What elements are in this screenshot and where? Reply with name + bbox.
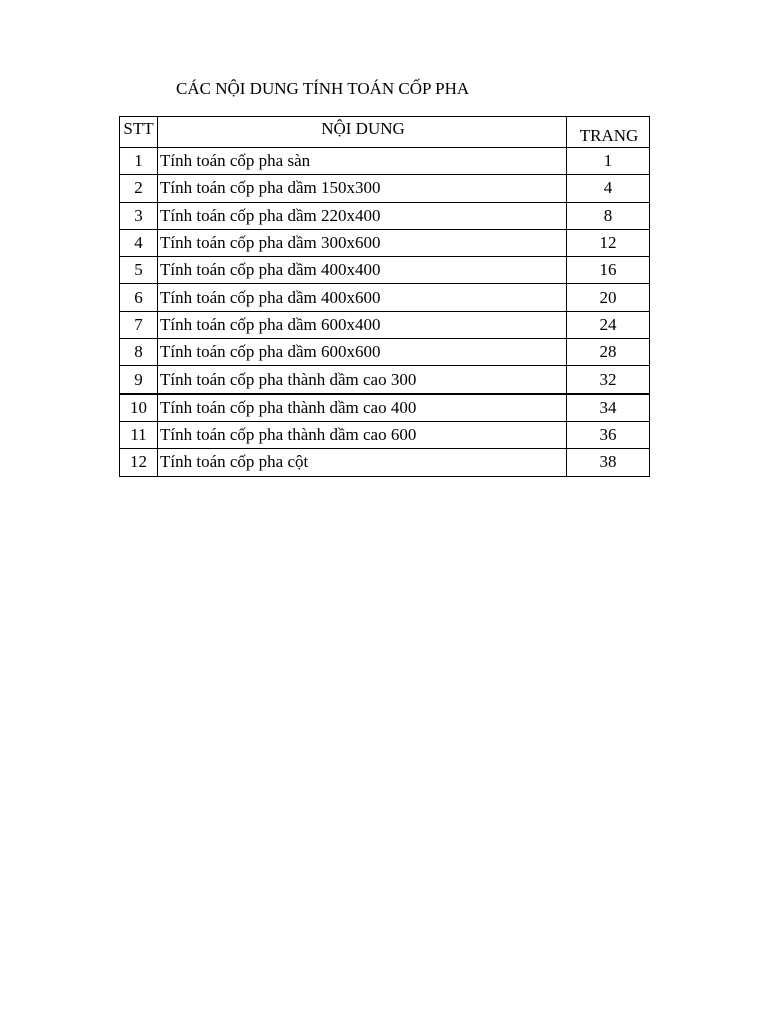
table-header-row [120,117,650,148]
table-row [120,202,650,229]
row-content: Tính toán cốp pha dầm 600x400 [158,311,567,338]
table-row [120,366,650,394]
table-row [120,284,650,311]
row-stt: 8 [120,339,158,366]
row-page: 20 [567,284,650,311]
row-content: Tính toán cốp pha sàn [158,148,567,175]
row-stt: 12 [120,449,158,476]
table-row [120,449,650,476]
row-stt: 2 [120,175,158,202]
table-row [120,421,650,448]
row-content: Tính toán cốp pha dầm 300x600 [158,229,567,256]
row-page: 12 [567,229,650,256]
row-page: 4 [567,175,650,202]
row-stt: 1 [120,148,158,175]
header-page: TRANG [567,117,650,148]
table-row [120,257,650,284]
row-stt: 3 [120,202,158,229]
row-page: 34 [567,394,650,422]
row-stt: 5 [120,257,158,284]
row-content: Tính toán cốp pha cột [158,449,567,476]
row-page: 8 [567,202,650,229]
table-row [120,148,650,175]
table-row [120,394,650,422]
row-content: Tính toán cốp pha thành dầm cao 300 [158,366,567,394]
row-stt: 9 [120,366,158,394]
document-title: CÁC NỘI DUNG TÍNH TOÁN CỐP PHA [176,79,470,98]
row-stt: 6 [120,284,158,311]
row-stt: 4 [120,229,158,256]
row-page: 24 [567,311,650,338]
header-content: NỘI DUNG [158,117,567,148]
row-stt: 7 [120,311,158,338]
row-content: Tính toán cốp pha dầm 220x400 [158,202,567,229]
row-stt: 10 [120,394,158,422]
row-content: Tính toán cốp pha dầm 150x300 [158,175,567,202]
table-row [120,311,650,338]
row-page: 36 [567,421,650,448]
table-row [120,339,650,366]
table-row [120,229,650,256]
row-page: 28 [567,339,650,366]
row-stt: 11 [120,421,158,448]
contents-table [119,116,650,477]
row-content: Tính toán cốp pha dầm 400x400 [158,257,567,284]
table-row [120,175,650,202]
row-page: 38 [567,449,650,476]
row-content: Tính toán cốp pha dầm 400x600 [158,284,567,311]
row-page: 1 [567,148,650,175]
row-page: 32 [567,366,650,394]
header-stt: STT [120,117,158,148]
row-content: Tính toán cốp pha thành dầm cao 600 [158,421,567,448]
row-content: Tính toán cốp pha dầm 600x600 [158,339,567,366]
row-content: Tính toán cốp pha thành dầm cao 400 [158,394,567,422]
row-page: 16 [567,257,650,284]
